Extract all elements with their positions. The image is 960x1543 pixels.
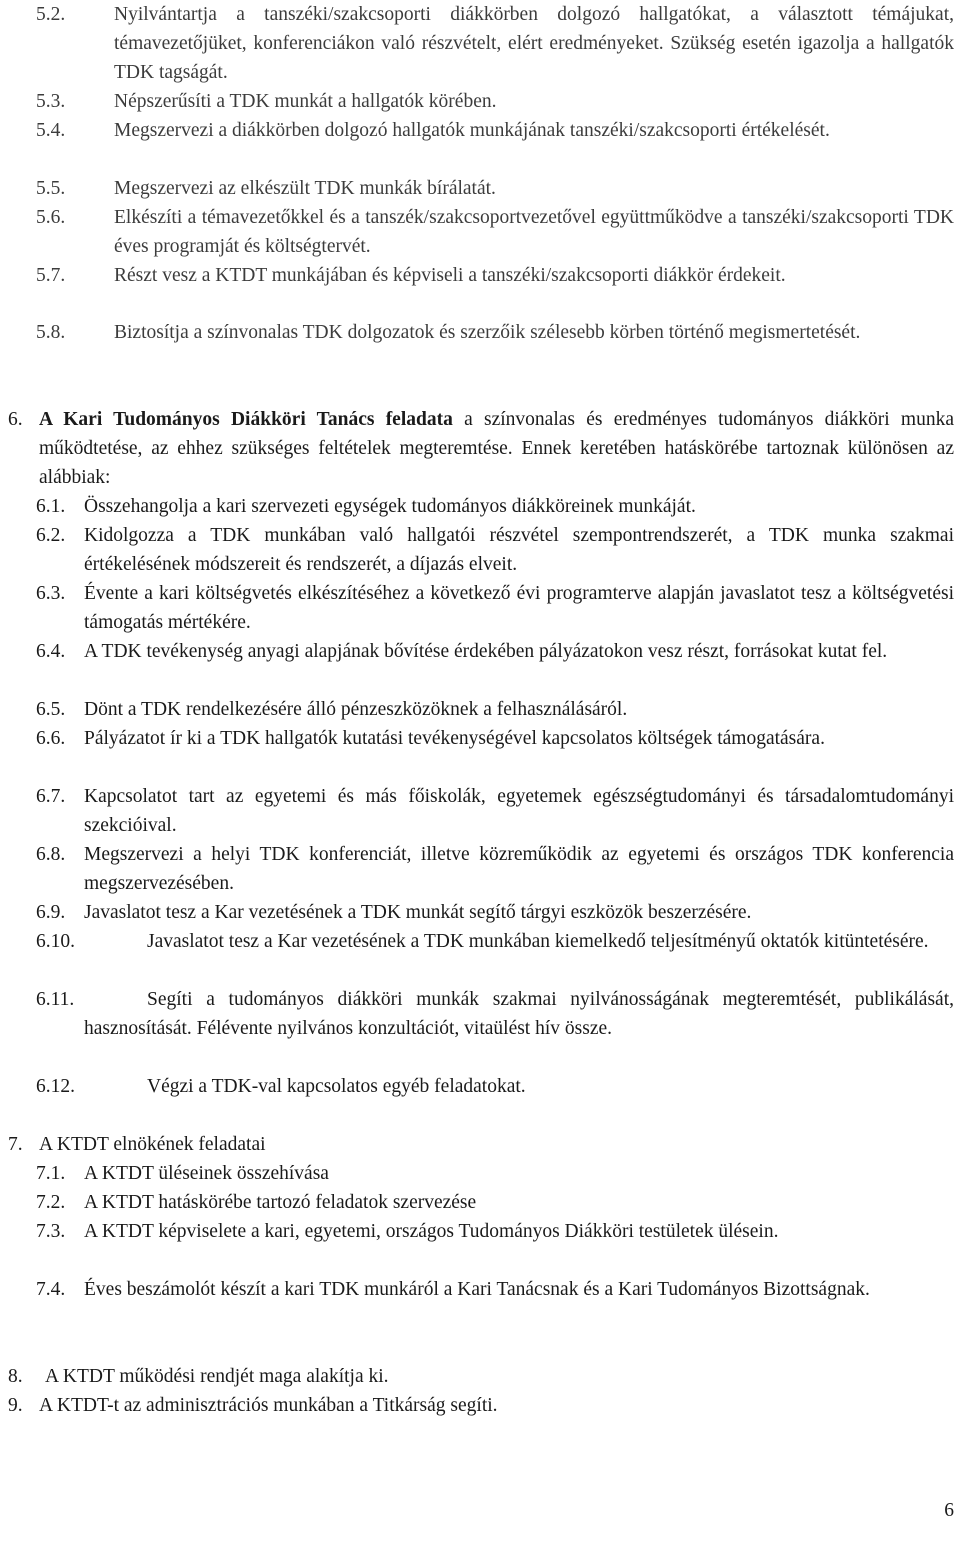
- item-text: Végzi a TDK-val kapcsolatos egyéb feladatokat.: [147, 1076, 526, 1097]
- item-text: Dönt a TDK rendelkezésére álló pénzeszközöknek a felhasználásáról.: [84, 699, 628, 720]
- item-text: Megszervezi a helyi TDK konferenciát, illetve közreműködik az egyetemi és országos TDK konferencia megszervezésében.: [84, 844, 954, 894]
- section-heading: [8, 1391, 954, 1420]
- section-title: A KTDT működési rendjét maga alakítja ki.: [45, 1366, 389, 1387]
- section-number: 7.: [8, 1134, 23, 1155]
- item-number: 5.4.: [36, 120, 66, 141]
- item-text: Javaslatot tesz a Kar vezetésének a TDK munkát segítő tárgyi eszközök beszerzésére.: [84, 902, 752, 923]
- item-number: 7.3.: [36, 1221, 66, 1242]
- list-item: [36, 695, 954, 724]
- list-item: [36, 1275, 954, 1304]
- item-number: 5.6.: [36, 207, 66, 228]
- section-description: a színvonalas és eredményes tudományos diákköri munka működtetése, az ehhez szükséges feltételek megteremtése. Ennek keretében hatáskörébe tartoznak különösen az alábbiak:: [39, 409, 954, 488]
- section-heading: [8, 1362, 954, 1391]
- item-text: Biztosítja a színvonalas TDK dolgozatok és szerzőik szélesebb körben történő megismertetését.: [114, 322, 861, 343]
- list-item: [36, 203, 954, 261]
- item-text: Elkészíti a témavezetőkkel és a tanszék/szakcsoportvezetővel együttműködve a tanszéki/szakcsoporti TDK éves programját és költségtervét.: [114, 207, 954, 257]
- item-text: Éves beszámolót készít a kari TDK munkáról a Kari Tanácsnak és a Kari Tudományos Bizottságnak.: [84, 1279, 870, 1300]
- item-number: 6.6.: [36, 728, 66, 749]
- item-number: 6.5.: [36, 699, 66, 720]
- item-number: 5.8.: [36, 322, 66, 343]
- list-item: [36, 898, 954, 927]
- section-text: [39, 405, 954, 492]
- item-text: Javaslatot tesz a Kar vezetésének a TDK munkában kiemelkedő teljesítményű oktatók kitüntetésére.: [147, 931, 929, 952]
- item-number: 6.11.: [36, 989, 75, 1010]
- list-item: [36, 1072, 954, 1101]
- item-number: 6.9.: [36, 902, 66, 923]
- list-item: [36, 1159, 954, 1188]
- item-number: 7.1.: [36, 1163, 66, 1184]
- item-text: Segíti a tudományos diákköri munkák szakmai nyilvánosságának megteremtését, publikálását, hasznosítását. Félévente nyilvános konzultációt, vitaülést hív össze.: [84, 989, 954, 1039]
- list-item: [36, 840, 954, 898]
- section-title: A KTDT elnökének feladatai: [39, 1134, 266, 1155]
- list-item: [36, 116, 954, 145]
- item-text: Részt vesz a KTDT munkájában és képviseli a tanszéki/szakcsoporti diákkör érdekeit.: [114, 265, 786, 286]
- item-number: 6.3.: [36, 583, 66, 604]
- list-item: [36, 927, 954, 956]
- item-number: 6.8.: [36, 844, 66, 865]
- item-text: Népszerűsíti a TDK munkát a hallgatók körében.: [114, 91, 497, 112]
- item-number: 7.2.: [36, 1192, 66, 1213]
- list-item: [36, 579, 954, 637]
- section-title: A KTDT-t az adminisztrációs munkában a Titkárság segíti.: [39, 1395, 498, 1416]
- section-number: 6.: [8, 409, 23, 430]
- section-heading: [8, 1130, 954, 1159]
- item-number: 5.5.: [36, 178, 66, 199]
- section-title: A Kari Tudományos Diákköri Tanács feladata: [39, 409, 453, 430]
- item-text: Kapcsolatot tart az egyetemi és más főiskolák, egyetemek egészségtudományi és társadalomtudományi szekcióival.: [84, 786, 954, 836]
- list-item: [36, 985, 954, 1043]
- item-number: 6.4.: [36, 641, 66, 662]
- item-number: 6.7.: [36, 786, 66, 807]
- list-item: [36, 1188, 954, 1217]
- item-text: A KTDT üléseinek összehívása: [84, 1163, 329, 1184]
- list-item: [36, 261, 954, 290]
- page-number: 6: [944, 1500, 954, 1521]
- item-number: 5.7.: [36, 265, 66, 286]
- list-item: [36, 637, 954, 666]
- item-number: 7.4.: [36, 1279, 66, 1300]
- item-text: Pályázatot ír ki a TDK hallgatók kutatási tevékenységével kapcsolatos költségek támogatására.: [84, 728, 825, 749]
- list-item: [36, 1217, 954, 1246]
- list-item: [36, 782, 954, 840]
- item-text: Kidolgozza a TDK munkában való hallgatói részvétel szempontrendszerét, a TDK munka szakmai értékelésének módszereit és rendszerét, a díjazás elveit.: [84, 525, 954, 575]
- item-text: A TDK tevékenység anyagi alapjának bővítése érdekében pályázatokon vesz részt, forrásokat kutat fel.: [84, 641, 888, 662]
- item-text: Megszervezi az elkészült TDK munkák bírálatát.: [114, 178, 496, 199]
- item-number: 6.10.: [36, 931, 75, 952]
- list-item: [36, 492, 954, 521]
- list-item: [36, 174, 954, 203]
- section-number: 8.: [8, 1366, 23, 1387]
- item-number: 6.2.: [36, 525, 66, 546]
- item-number: 5.3.: [36, 91, 66, 112]
- list-item: [36, 87, 954, 116]
- item-text: A KTDT képviselete a kari, egyetemi, országos Tudományos Diákköri testületek ülésein.: [84, 1221, 779, 1242]
- item-text: Évente a kari költségvetés elkészítéséhez a következő évi programterve alapján javaslatot tesz a költségvetési támogatás mértékére.: [84, 583, 954, 633]
- section-heading: [8, 405, 954, 492]
- list-item: [36, 0, 954, 87]
- item-text: Összehangolja a kari szervezeti egységek tudományos diákköreinek munkáját.: [84, 496, 696, 517]
- item-number: 5.2.: [36, 4, 66, 25]
- item-text: A KTDT hatáskörébe tartozó feladatok szervezése: [84, 1192, 477, 1213]
- list-item: [36, 724, 954, 753]
- item-text: Nyilvántartja a tanszéki/szakcsoporti diákkörben dolgozó hallgatókat, a választott témájukat, témavezetőjüket, konferenciákon való részvételt, elért eredményeket. Szükség esetén igazolja a hallgatók TDK tagságát.: [114, 4, 954, 83]
- list-item: [36, 318, 954, 347]
- item-text: Megszervezi a diákkörben dolgozó hallgatók munkájának tanszéki/szakcsoporti értékelését.: [114, 120, 830, 141]
- item-number: 6.1.: [36, 496, 66, 517]
- item-number: 6.12.: [36, 1076, 75, 1097]
- section-number: 9.: [8, 1395, 23, 1416]
- list-item: [36, 521, 954, 579]
